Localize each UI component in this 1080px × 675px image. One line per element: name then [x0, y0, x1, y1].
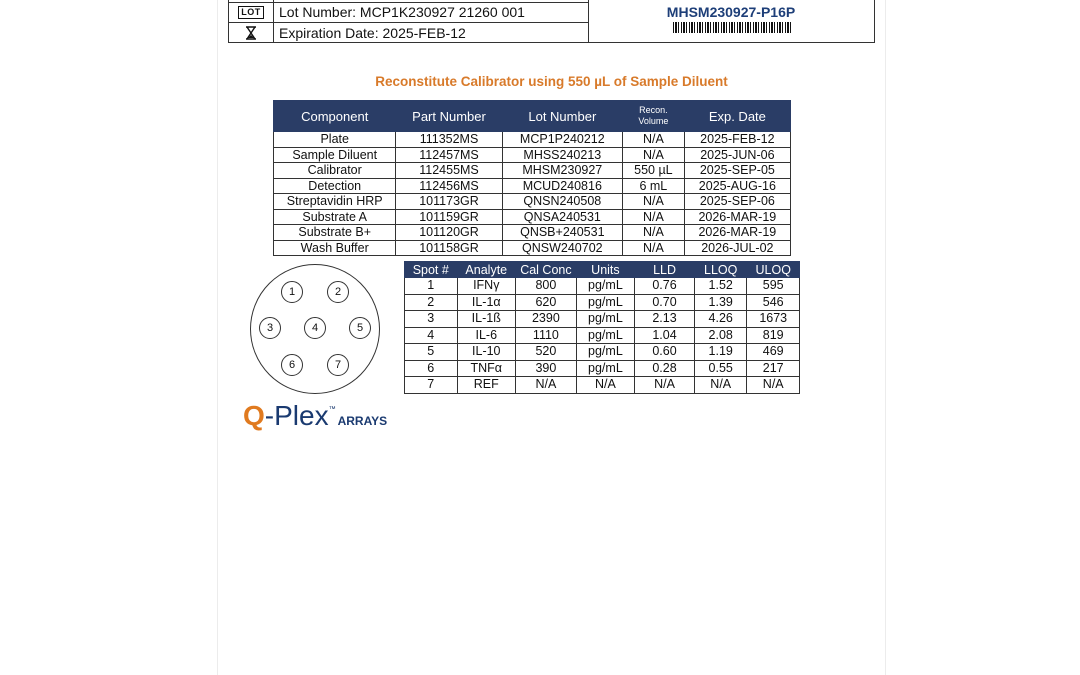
table-cell: IL-6 [457, 327, 516, 344]
table-cell: MCP1P240212 [502, 132, 622, 148]
table-cell: 2026-JUL-02 [684, 240, 790, 256]
table-cell: QNSB+240531 [502, 225, 622, 241]
col-analyte: Analyte [457, 262, 516, 278]
spot-circle: 3 [259, 317, 281, 339]
table-cell: 4.26 [695, 311, 747, 328]
table-cell: Detection [274, 178, 396, 194]
spot-table [404, 261, 800, 394]
table-cell: Substrate A [274, 209, 396, 225]
spot-circle: 1 [281, 281, 303, 303]
logo-q: Q [243, 400, 265, 431]
table-cell: QNSA240531 [502, 209, 622, 225]
table-row [405, 360, 800, 377]
table-cell: pg/mL [576, 278, 634, 295]
spot-circle: 4 [304, 317, 326, 339]
table-cell: 2025-FEB-12 [684, 132, 790, 148]
table-cell: QNSW240702 [502, 240, 622, 256]
table-row [274, 209, 791, 225]
col-lld: LLD [635, 262, 695, 278]
table-cell: Plate [274, 132, 396, 148]
table-cell: 6 mL [623, 178, 685, 194]
table-row [274, 163, 791, 179]
table-cell: 550 µL [623, 163, 685, 179]
table-cell: 7 [405, 377, 458, 394]
col-cal-conc: Cal Conc [516, 262, 577, 278]
expiration-symbol-cell [229, 23, 274, 43]
col-recon-volume [623, 101, 685, 132]
table-cell: 1110 [516, 327, 577, 344]
table-cell: Calibrator [274, 163, 396, 179]
qplex-logo [243, 400, 387, 432]
table-cell: 1.39 [695, 294, 747, 311]
lot-row [229, 2, 588, 23]
kit-id: MHSM230927-P16P [666, 4, 796, 20]
table-cell: IL-10 [457, 344, 516, 361]
table-cell: 2025-AUG-16 [684, 178, 790, 194]
table-cell: 111352MS [396, 132, 502, 148]
col-exp-date: Exp. Date [684, 101, 790, 132]
table-cell: pg/mL [576, 294, 634, 311]
table-cell: 546 [747, 294, 800, 311]
table-cell: Sample Diluent [274, 147, 396, 163]
component-table-body [274, 132, 791, 256]
table-cell: N/A [695, 377, 747, 394]
table-cell: 101120GR [396, 225, 502, 241]
barcode-image [673, 22, 791, 33]
table-row [405, 278, 800, 295]
spot-circle: 7 [327, 354, 349, 376]
volume-label: Volume [638, 116, 669, 126]
table-cell: 1 [405, 278, 458, 295]
table-cell: 819 [747, 327, 800, 344]
table-cell: 2026-MAR-19 [684, 225, 790, 241]
table-cell: 5 [405, 344, 458, 361]
table-cell: 0.70 [635, 294, 695, 311]
table-cell: N/A [623, 132, 685, 148]
table-row [405, 377, 800, 394]
table-cell: Substrate B+ [274, 225, 396, 241]
table-cell: 620 [516, 294, 577, 311]
table-cell: 2025-SEP-06 [684, 194, 790, 210]
table-cell: N/A [516, 377, 577, 394]
table-cell: 0.60 [635, 344, 695, 361]
col-lot-number: Lot Number [502, 101, 622, 132]
table-cell: 0.28 [635, 360, 695, 377]
table-cell: 469 [747, 344, 800, 361]
spot-table-header [405, 262, 800, 278]
table-cell: 1.19 [695, 344, 747, 361]
table-cell: 1.52 [695, 278, 747, 295]
table-cell: 101158GR [396, 240, 502, 256]
lot-icon: LOT [238, 6, 264, 19]
hourglass-icon [244, 26, 258, 40]
table-cell: MCUD240816 [502, 178, 622, 194]
table-cell: 800 [516, 278, 577, 295]
table-cell: Wash Buffer [274, 240, 396, 256]
recon-label: Recon. [639, 105, 668, 115]
col-component: Component [274, 101, 396, 132]
table-row [405, 327, 800, 344]
table-row [405, 344, 800, 361]
table-cell: MHSS240213 [502, 147, 622, 163]
table-cell: N/A [623, 225, 685, 241]
table-row [405, 294, 800, 311]
table-row [405, 311, 800, 328]
table-cell: 112455MS [396, 163, 502, 179]
table-cell: N/A [623, 194, 685, 210]
logo-tm: ™ [328, 406, 336, 413]
logo-plex: -Plex [264, 400, 329, 431]
col-lloq: LLOQ [695, 262, 747, 278]
table-cell: Streptavidin HRP [274, 194, 396, 210]
table-cell: pg/mL [576, 311, 634, 328]
table-cell: 101159GR [396, 209, 502, 225]
table-cell: IFNγ [457, 278, 516, 295]
component-table [273, 100, 791, 256]
table-cell: N/A [635, 377, 695, 394]
spot-circle: 5 [349, 317, 371, 339]
spot-table-body [405, 278, 800, 394]
table-cell: 112456MS [396, 178, 502, 194]
table-row [274, 225, 791, 241]
table-cell: pg/mL [576, 360, 634, 377]
label-fields [229, 0, 589, 42]
spot-circle: 6 [281, 354, 303, 376]
logo-arrays: ARRAYS [337, 414, 388, 428]
table-cell: IL-1α [457, 294, 516, 311]
table-cell: 2025-JUN-06 [684, 147, 790, 163]
table-row [274, 147, 791, 163]
table-cell: N/A [623, 147, 685, 163]
col-part-number: Part Number [396, 101, 502, 132]
lot-symbol-cell [229, 2, 274, 22]
table-cell: 2 [405, 294, 458, 311]
reconstitute-heading: Reconstitute Calibrator using 550 µL of Sample Diluent [375, 74, 728, 89]
spot-circle: 2 [327, 281, 349, 303]
table-cell: 217 [747, 360, 800, 377]
table-cell: N/A [623, 209, 685, 225]
table-cell: N/A [747, 377, 800, 394]
lot-number: Lot Number: MCP1K230927 21260 001 [279, 4, 525, 20]
col-uloq: ULOQ [747, 262, 800, 278]
document-page [217, 0, 886, 675]
table-cell: 3 [405, 311, 458, 328]
table-cell: 101173GR [396, 194, 502, 210]
table-cell: 2026-MAR-19 [684, 209, 790, 225]
table-cell: TNFα [457, 360, 516, 377]
well-diagram [250, 264, 380, 394]
table-cell: N/A [576, 377, 634, 394]
table-cell: 112457MS [396, 147, 502, 163]
expiration-row [229, 23, 588, 43]
component-table-header [274, 101, 791, 132]
table-row [274, 178, 791, 194]
table-cell: 2390 [516, 311, 577, 328]
table-row [274, 240, 791, 256]
table-cell: REF [457, 377, 516, 394]
table-cell: 390 [516, 360, 577, 377]
table-row [274, 194, 791, 210]
table-cell: 1673 [747, 311, 800, 328]
table-cell: pg/mL [576, 344, 634, 361]
expiration-date: Expiration Date: 2025-FEB-12 [279, 25, 466, 41]
table-cell: 595 [747, 278, 800, 295]
col-units: Units [576, 262, 634, 278]
table-cell: 520 [516, 344, 577, 361]
table-cell: 2.13 [635, 311, 695, 328]
table-cell: 0.55 [695, 360, 747, 377]
table-cell: QNSN240508 [502, 194, 622, 210]
table-cell: 0.76 [635, 278, 695, 295]
table-cell: N/A [623, 240, 685, 256]
table-cell: 4 [405, 327, 458, 344]
table-cell: 2025-SEP-05 [684, 163, 790, 179]
table-cell: pg/mL [576, 327, 634, 344]
table-cell: 2.08 [695, 327, 747, 344]
table-cell: IL-1ß [457, 311, 516, 328]
table-cell: MHSM230927 [502, 163, 622, 179]
table-cell: 1.04 [635, 327, 695, 344]
table-cell: 6 [405, 360, 458, 377]
col-spot: Spot # [405, 262, 458, 278]
table-row [274, 132, 791, 148]
